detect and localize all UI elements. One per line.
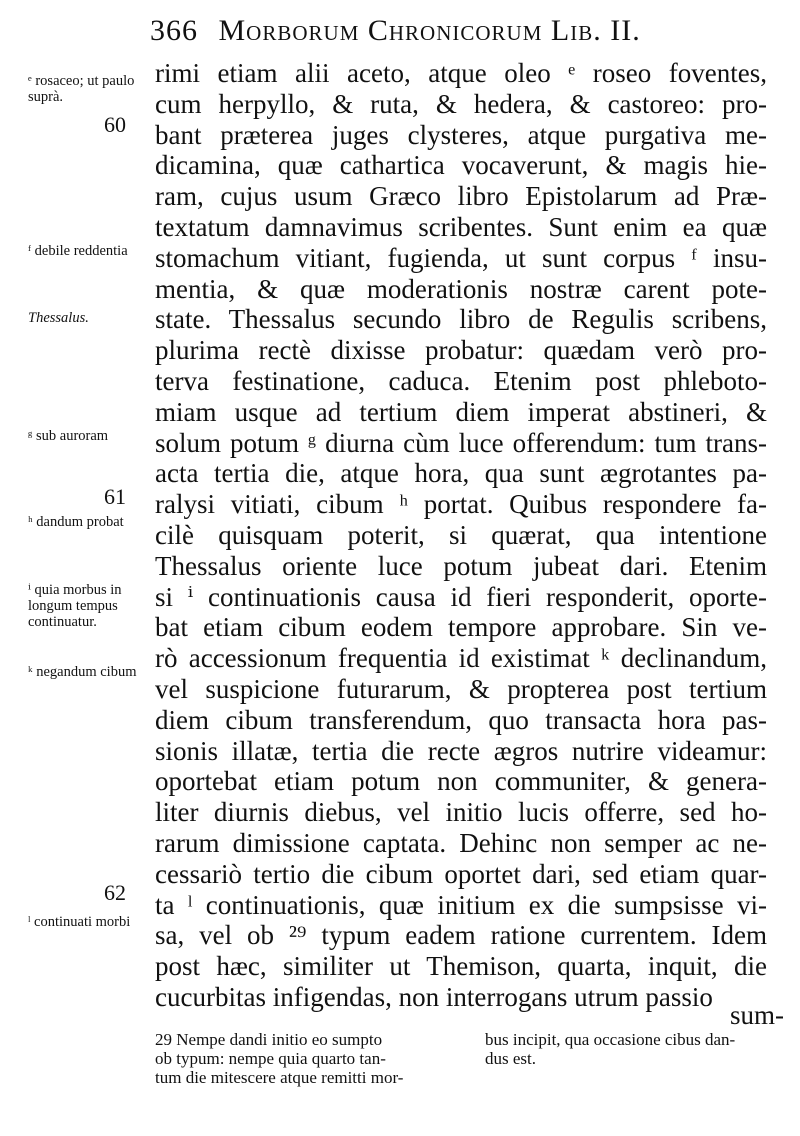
text-line: ta ˡ continuationis, quæ initium ex die sumpsisse vi- — [155, 889, 767, 920]
text-line: dicamina, quæ cathartica vocaverunt, & magis hie- — [155, 150, 767, 181]
text-line: sionis illatæ, tertia die recte ægros nutrire videamur: — [155, 735, 767, 766]
page-number: 366 — [150, 14, 198, 47]
text-line: bat etiam cibum eodem tempore approbare. Sin ve- — [155, 612, 767, 643]
margin-note-g: ᵍ sub auroram — [28, 428, 109, 444]
footnote-line: bus incipit, qua occasione cibus dan- — [485, 1030, 736, 1049]
running-header — [150, 14, 750, 48]
text-line: oportebat etiam potum non communiter, & genera- — [155, 766, 767, 797]
text-line: rò accessionum frequentia id existimat ᵏ declinandum, — [155, 643, 767, 674]
margin-note-e: ᵉ rosaceo; ut paulo suprà. — [28, 73, 135, 105]
text-line: acta tertia die, atque hora, qua sunt ægrotantes pa- — [155, 458, 767, 489]
text-line: rimi etiam alii aceto, atque oleo ᵉ roseo foventes, — [155, 58, 767, 88]
margin-number-61: 61 — [104, 484, 126, 509]
running-title: Morborum Chronicorum Lib. II. — [218, 14, 641, 47]
text-line: si ⁱ continuationis causa id fieri responderit, oporte- — [155, 581, 767, 612]
text-line: solum potum ᵍ diurna cùm luce offerendum: tum trans- — [155, 427, 767, 458]
text-line: cessariò tertio die cibum oportet dari, sed etiam quar- — [155, 858, 767, 889]
text-line: ram, cujus usum Græco libro Epistolarum ad Præ- — [155, 181, 767, 212]
margin-note-f: ᶠ debile reddentia — [28, 243, 128, 259]
text-line: stomachum vitiant, fugienda, ut sunt corpus ᶠ insu- — [155, 242, 767, 273]
text-line: cilè quisquam poterit, si quærat, qua intentione — [155, 519, 767, 550]
footnote-line: dus est. — [485, 1049, 536, 1068]
catchword: sum- — [730, 1000, 784, 1030]
footnote-right-column — [485, 1030, 775, 1068]
text-line: miam usque ad tertium diem imperat abstineri, & — [155, 396, 767, 427]
margin-note-i: ⁱ quia morbus in longum tempus continuatur. — [28, 582, 122, 630]
margin-number-62: 62 — [104, 880, 126, 905]
footnote-line: tum die mitescere atque remitti mor- — [155, 1068, 404, 1087]
text-line: post hæc, similiter ut Themison, quarta, inquit, die — [155, 951, 767, 982]
text-line: cum herpyllo, & ruta, & hedera, & castoreo: pro- — [155, 88, 767, 119]
text-line: diem cibum transferendum, quo transacta hora pas- — [155, 704, 767, 735]
text-line: ralysi vitiati, cibum ʰ portat. Quibus respondere fa- — [155, 489, 767, 520]
text-line: cucurbitas infigendas, non interrogans utrum passio — [155, 981, 713, 1012]
margin-note-thessalus: Thessalus. — [28, 310, 89, 326]
margin-note-h: ʰ dandum probat — [28, 514, 124, 530]
margin-note-l: ˡ continuati morbi — [28, 914, 131, 930]
text-line: state. Thessalus secundo libro de Regulis scribens, — [155, 304, 767, 335]
text-line: rarum dimissione captata. Dehinc non semper ac ne- — [155, 827, 767, 858]
footnote-left-column — [155, 1030, 465, 1087]
text-line: textatum damnavimus scribentes. Sunt enim ea quæ — [155, 211, 767, 242]
text-line: liter diurnis diebus, vel initio lucis offerre, sed ho- — [155, 797, 767, 828]
text-line: terva festinatione, caduca. Etenim post phleboto- — [155, 365, 767, 396]
text-line: sa, vel ob ²⁹ typum eadem ratione currentem. Idem — [155, 920, 767, 951]
margin-number-60: 60 — [104, 112, 126, 137]
margin-note-k: ᵏ negandum cibum — [28, 664, 137, 680]
footnote-line: 29 Nempe dandi initio eo sumpto — [155, 1030, 383, 1049]
text-line: mentia, & quæ moderationis nostræ carent pote- — [155, 273, 767, 304]
footnote-line: ob typum: nempe quia quarto tan- — [155, 1049, 386, 1068]
text-line: vel suspicione futurarum, & propterea post tertium — [155, 673, 767, 704]
text-line: Thessalus oriente luce potum jubeat dari. Etenim — [155, 550, 767, 581]
main-text-column — [155, 58, 767, 1013]
text-line: bant præterea juges clysteres, atque purgativa me- — [155, 119, 767, 150]
text-line: plurima rectè dixisse probatur: quædam verò pro- — [155, 335, 767, 366]
